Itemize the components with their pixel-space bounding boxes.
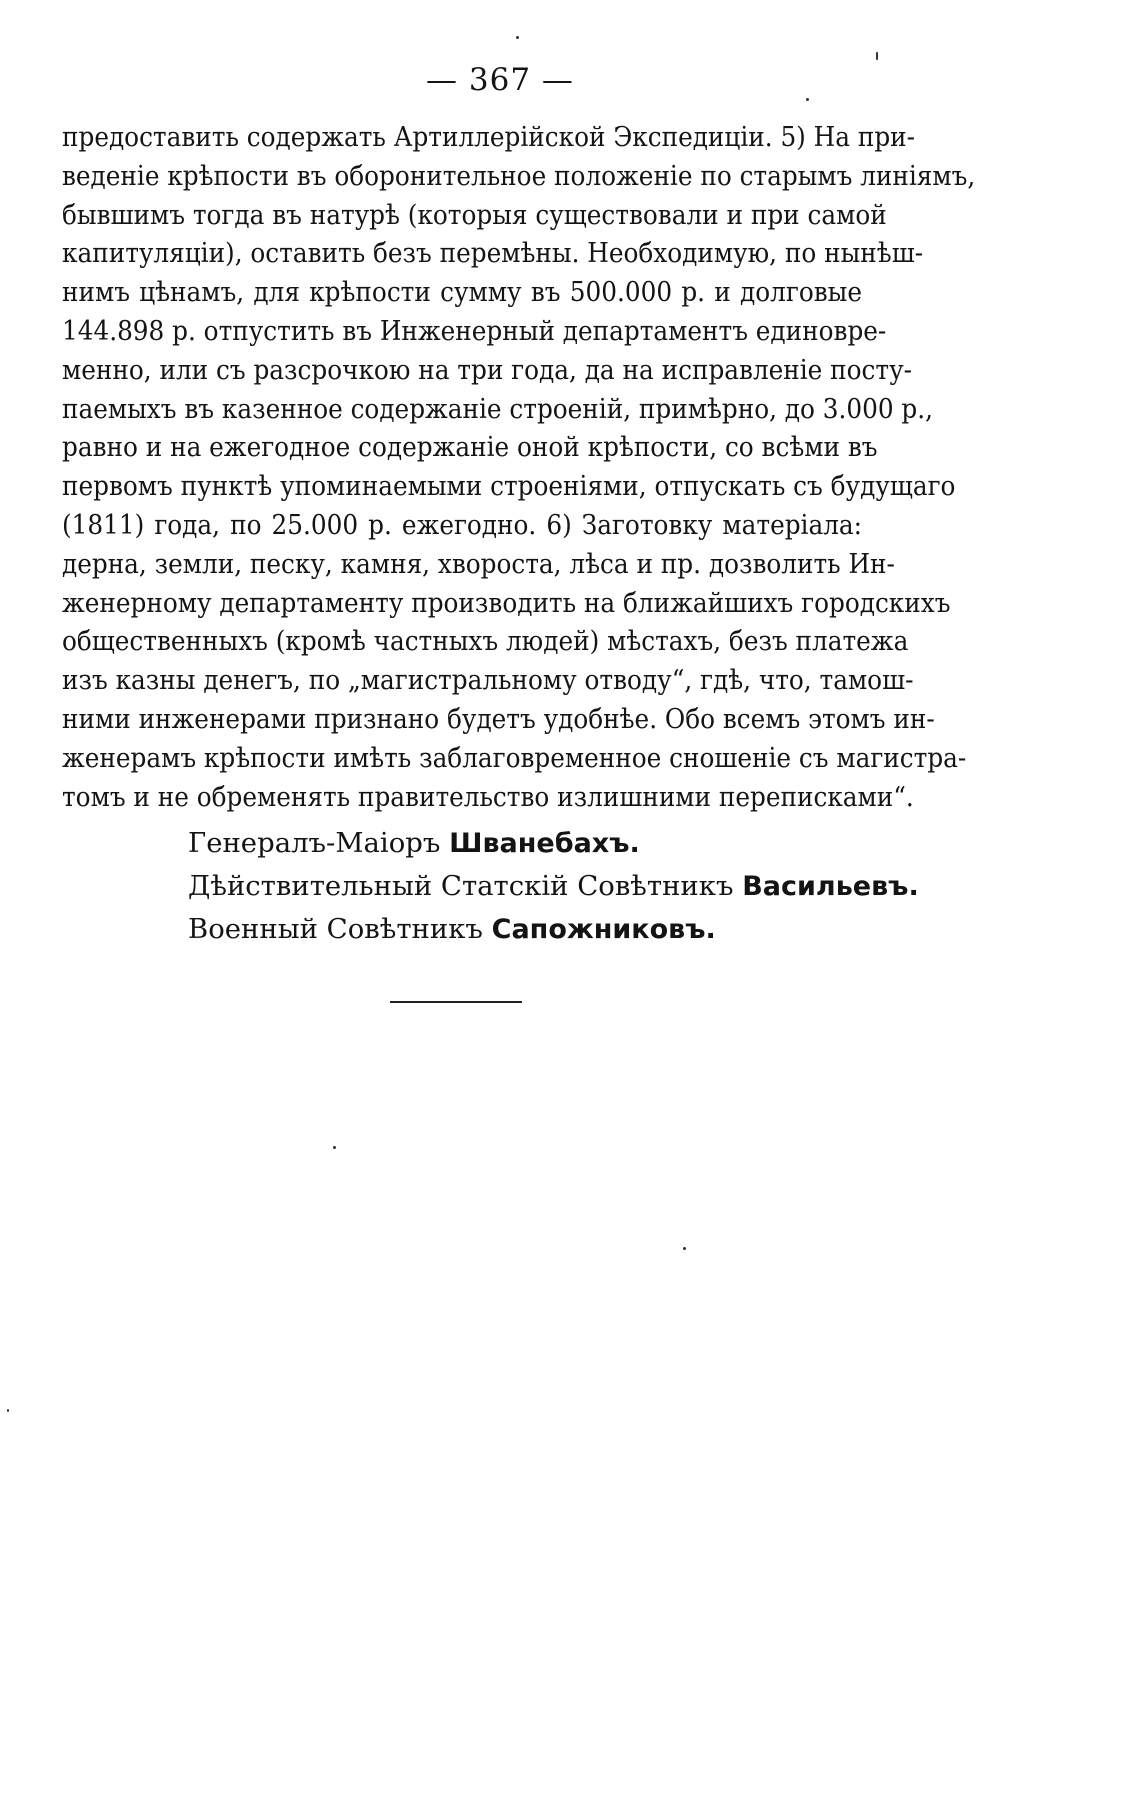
signature-rank: Дѣйствительный Статскій Совѣтникъ [188,870,734,902]
page-number: — 367 — [426,62,574,98]
signature-rank: Военный Совѣтникъ [188,913,483,945]
signature-line [188,908,888,951]
text-line: 144.898 р. отпустить въ Инженерный департаментъ единовре- [62,314,887,347]
scan-speck [7,1409,9,1412]
scan-speck [806,98,809,101]
signature-rank: Генералъ-Маіоръ [188,827,441,859]
body-paragraph [62,118,976,816]
text-line: женерному департаменту производить на ближайшихъ городскихъ [62,586,951,619]
text-line: предоставить содержать Артиллерійской Экспедиціи. 5) На при- [62,121,916,153]
signature-name: Васильевъ. [742,871,919,902]
text-line: паемыхъ въ казенное содержаніе строеній, примѣрно, до 3.000 р., [62,392,933,425]
text-line: женерамъ крѣпости имѣть заблаговременное сношеніе съ магистра- [62,741,967,774]
text-line: нимъ цѣнамъ, для крѣпости сумму въ 500.000 р. и долговые [62,276,862,309]
scan-speck [516,36,519,39]
scan-speck [683,1247,686,1250]
signature-line [188,822,888,865]
signature-name: Шванебахъ. [449,828,640,859]
scan-speck [876,52,878,60]
signature-block [188,822,919,951]
signature-name: Сапожниковъ. [491,914,716,945]
text-line: бывшимъ тогда въ натурѣ (которыя существовали и при самой [62,198,887,231]
text-line: (1811) года, по 25.000 р. ежегодно. 6) Заготовку матеріала: [62,508,862,541]
text-line: капитуляціи), оставить безъ перемѣны. Необходимую, по нынѣш- [62,237,924,270]
text-line: изъ казны денегъ, по „магистральному отводу“, гдѣ, что, тамош- [62,664,914,697]
text-line: томъ и не обременять правительство излишними переписками“. [62,780,914,813]
text-line: веденіе крѣпости въ оборонительное положеніе по старымъ линіямъ, [62,159,976,192]
text-line: общественныхъ (кромѣ частныхъ людей) мѣстахъ, безъ платежа [62,625,909,658]
text-line: дерна, земли, песку, камня, хвороста, лѣса и пр. дозволить Ин- [62,547,895,580]
signature-line [188,865,919,908]
scan-speck [333,1146,336,1149]
section-divider [390,1001,522,1003]
text-line: ними инженерами признано будетъ удобнѣе. Обо всемъ этомъ ин- [62,702,935,735]
text-line: менно, или съ разсрочкою на три года, да на исправленіе посту- [62,353,913,386]
text-line: первомъ пунктѣ упоминаемыми строеніями, отпускать съ будущаго [62,470,956,503]
text-line: равно и на ежегодное содержаніе оной крѣпости, со всѣми въ [62,431,878,464]
